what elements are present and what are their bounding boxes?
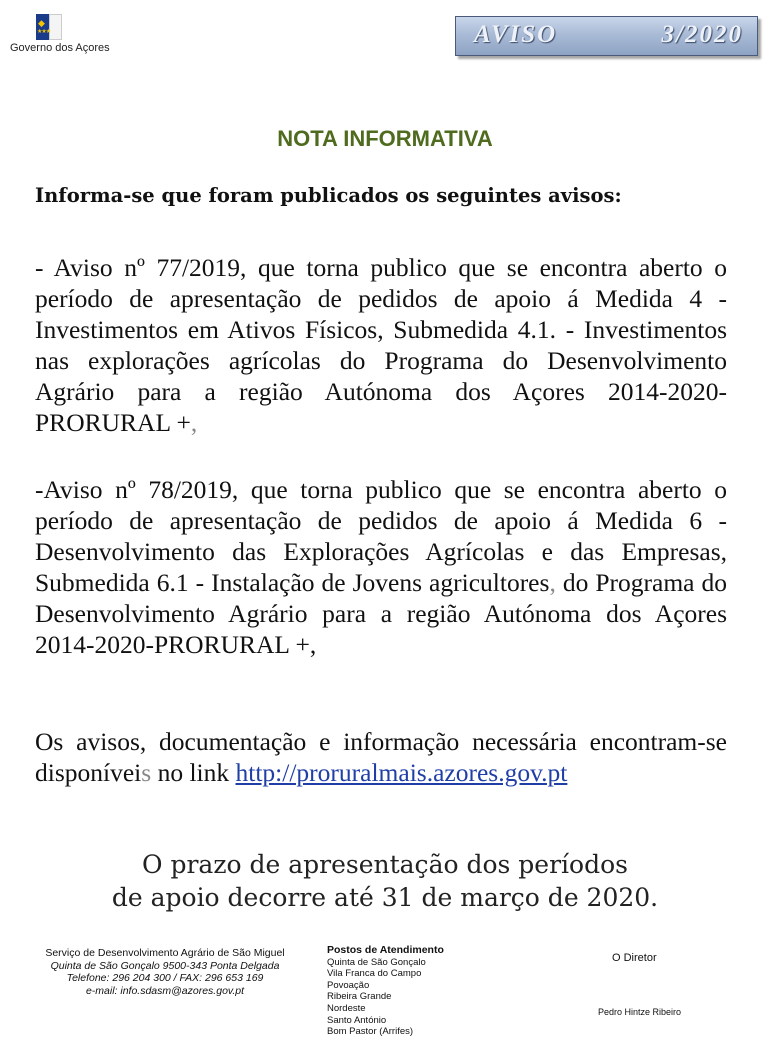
- availability-text-a: Os avisos, documentação e informação necessária encontram-se disponívei: [35, 727, 727, 787]
- deadline-line-1: O prazo de apresentação dos períodos: [142, 850, 628, 879]
- director-title: O Diretor: [612, 952, 657, 964]
- service-posts: [327, 945, 487, 1038]
- notice-1-text: - Aviso nº 77/2019, que torna publico que se encontra aberto o período de apresentação de pedidos de apoio á Medida 4 - Investimentos em Ativos Físicos, Submedida 4.1. - Investimentos nas explorações agrícolas do Programa do Desenvolvimento Agrário para a região Autónoma dos Açores 2014-2020-PRORURAL +: [35, 253, 727, 437]
- page-title: NOTA INFORMATIVA: [277, 126, 493, 151]
- badge-label: AVISO: [474, 21, 558, 48]
- azores-flag-icon: ◆ ★★★: [36, 14, 62, 40]
- logo-text: Governo dos Açores: [10, 42, 110, 54]
- notice-2-text-b: do Programa do Desenvolvimento Agrário para a região Autónoma dos Açores 2014-2020-PRORURAL +,: [35, 568, 728, 659]
- post-item: Povoação: [327, 979, 370, 991]
- availability-letter: s: [141, 758, 152, 787]
- notice-2-text-a: -Aviso nº 78/2019, que torna publico que se encontra aberto o período de apresentação de pedidos de apoio á Medida 6 - Desenvolvimento das Explorações Agrícolas e das Empresas, Submedida 6.1 - Instalação de Jovens agricultores: [35, 475, 727, 597]
- post-item: Quinta de São Gonçalo: [327, 956, 426, 968]
- intro-text: Informa-se que foram publicados os seguintes avisos:: [35, 184, 622, 207]
- availability-text-b: no link: [151, 758, 236, 787]
- notice-1-end: ,: [190, 408, 198, 437]
- post-item: Santo António: [327, 1014, 387, 1026]
- government-logo: [10, 14, 110, 54]
- service-address: Quinta de São Gonçalo 9500-343 Ponta Delgada: [50, 959, 280, 972]
- service-contact: [40, 947, 290, 997]
- post-item: Nordeste: [327, 1002, 366, 1014]
- notice-paragraph-2: [35, 474, 727, 660]
- availability-paragraph: [35, 726, 727, 788]
- post-item: Bom Pastor (Arrifes): [327, 1026, 414, 1038]
- prorural-link[interactable]: http://proruralmais.azores.gov.pt: [235, 758, 568, 787]
- post-item: Ribeira Grande: [327, 991, 392, 1003]
- deadline-line-2: de apoio decorre até 31 de março de 2020.: [111, 883, 659, 912]
- service-email: e-mail: info.sdasm@azores.gov.pt: [85, 984, 245, 997]
- post-item: Vila Franca do Campo: [327, 968, 422, 980]
- notice-2-comma: ,: [549, 568, 556, 597]
- posts-title: Postos de Atendimento: [327, 944, 444, 956]
- director-name: Pedro Hintze Ribeiro: [598, 1007, 682, 1017]
- notice-paragraph-1: [35, 252, 727, 438]
- notice-badge: [455, 16, 758, 56]
- service-phone: Telefone: 296 204 300 / FAX: 296 653 169: [66, 972, 264, 984]
- service-name: Serviço de Desenvolvimento Agrário de São Miguel: [45, 947, 285, 959]
- deadline-notice: [0, 848, 770, 914]
- badge-number: 3/2020: [661, 21, 743, 48]
